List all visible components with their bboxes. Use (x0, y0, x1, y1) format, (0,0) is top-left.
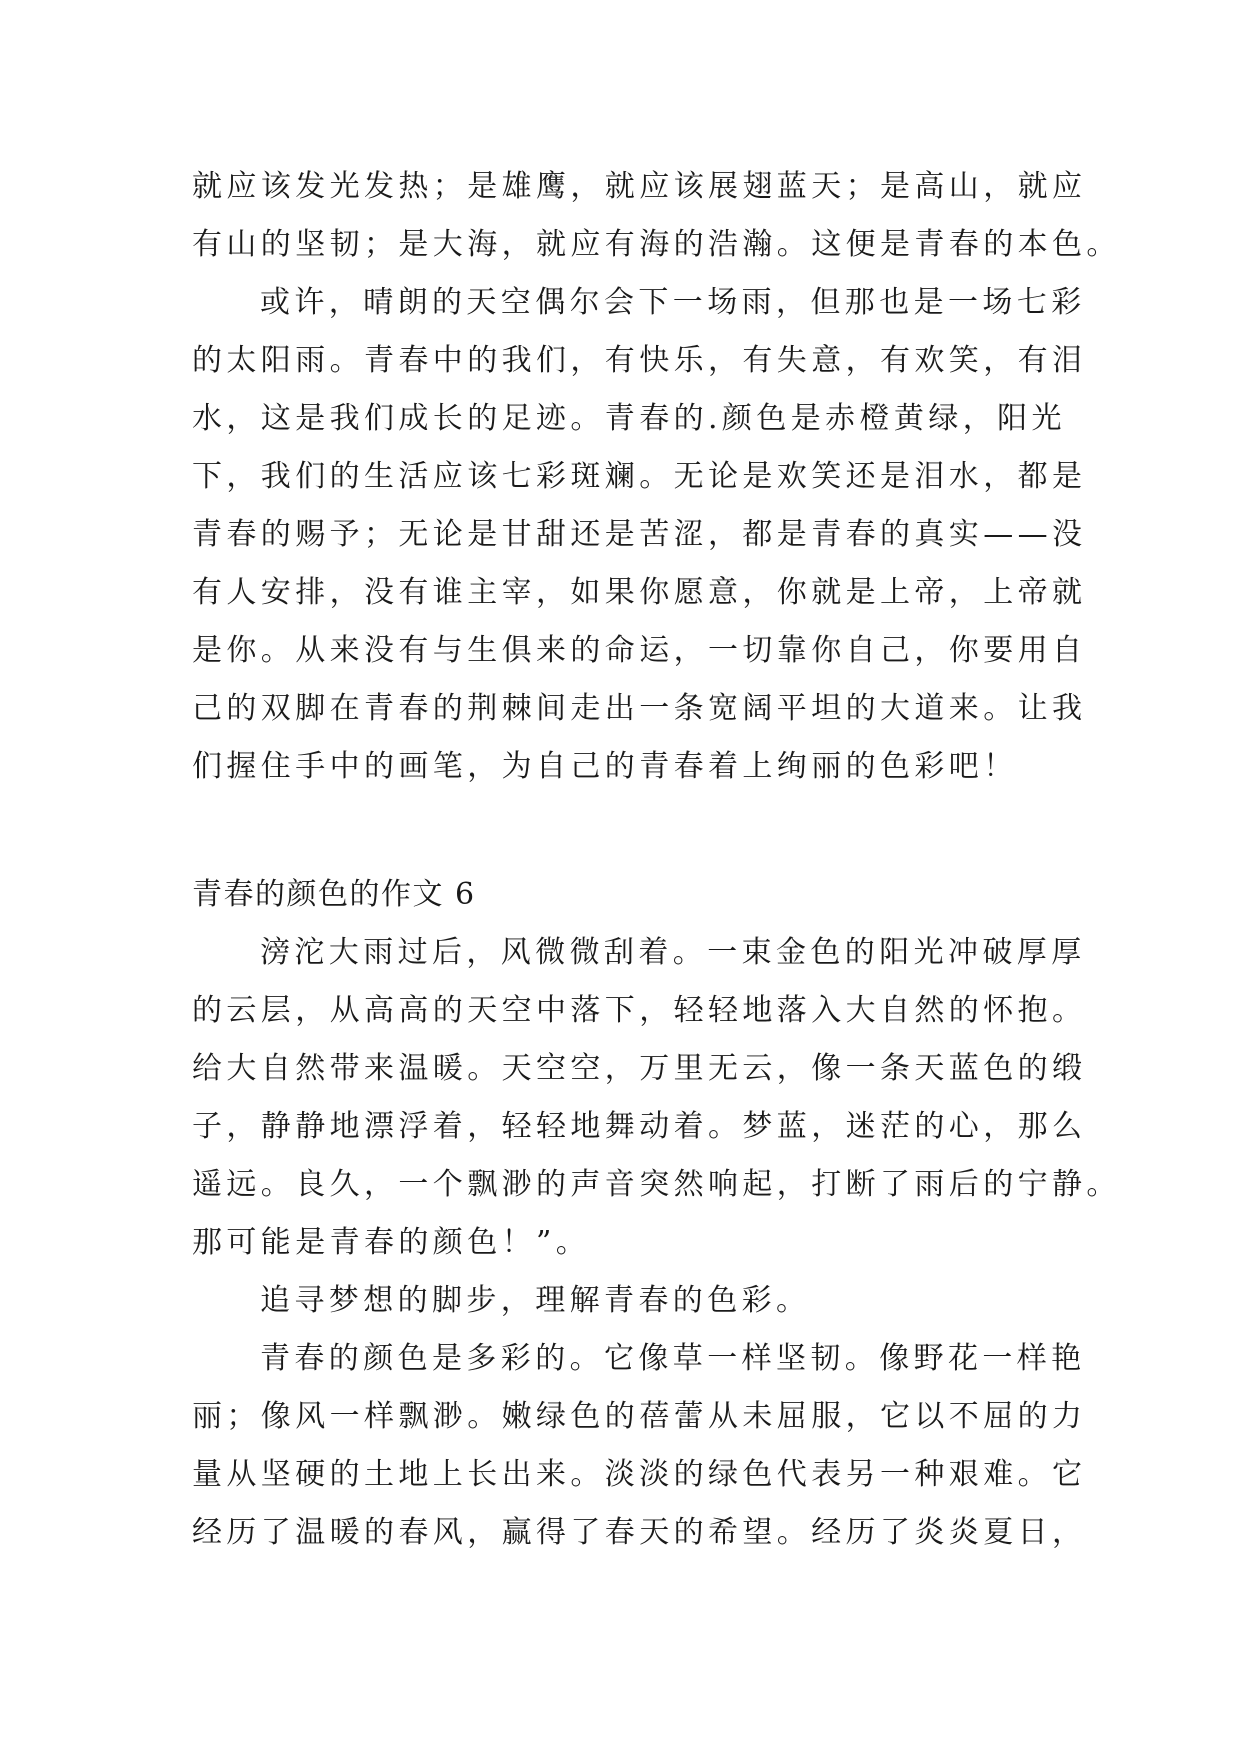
paragraph-3 (192, 924, 1121, 1272)
text-line: 子，静静地漂浮着，轻轻地舞动着。梦蓝，迷茫的心，那么 (192, 1109, 1087, 1144)
text-line: 滂沱大雨过后，风微微刮着。一束金色的阳光冲破厚厚 (260, 935, 1086, 970)
section-spacer (192, 796, 1072, 866)
text-line: 水，这是我们成长的足迹。青春的.颜色是赤橙黄绿，阳光 (192, 401, 1066, 436)
text-line: 经历了温暖的春风，赢得了春天的希望。经历了炎炎夏日， (192, 1515, 1087, 1550)
text-line: 下，我们的生活应该七彩斑斓。无论是欢笑还是泪水，都是 (192, 459, 1087, 494)
text-line: 们握住手中的画笔，为自己的青春着上绚丽的色彩吧！ (192, 749, 1018, 784)
text-line: 给大自然带来温暖。天空空，万里无云，像一条天蓝色的缎 (192, 1051, 1087, 1086)
document-body (192, 158, 1121, 1562)
text-line: 的云层，从高高的天空中落下，轻轻地落入大自然的怀抱。 (192, 993, 1087, 1028)
text-line: 青春的颜色是多彩的。它像草一样坚韧。像野花一样艳 (260, 1341, 1086, 1376)
paragraph-2 (192, 274, 1087, 796)
paragraph-4 (192, 1272, 1072, 1330)
text-line: 丽；像风一样飘渺。嫩绿色的蓓蕾从未屈服，它以不屈的力 (192, 1399, 1087, 1434)
section-title: 青春的颜色的作文 6 (192, 877, 476, 912)
text-line: 的太阳雨。青春中的我们，有快乐，有失意，有欢笑，有泪 (192, 343, 1087, 378)
text-line: 己的双脚在青春的荆棘间走出一条宽阔平坦的大道来。让我 (192, 691, 1087, 726)
text-line: 青春的赐予；无论是甘甜还是苦涩，都是青春的真实——没 (192, 517, 1087, 552)
text-line: 量从坚硬的土地上长出来。淡淡的绿色代表另一种艰难。它 (192, 1457, 1087, 1492)
text-line: 有人安排，没有谁主宰，如果你愿意，你就是上帝，上帝就 (192, 575, 1087, 610)
paragraph-1 (192, 158, 1121, 274)
text-line: 有山的坚韧；是大海，就应有海的浩瀚。这便是青春的本色。 (192, 227, 1121, 262)
text-line: 追寻梦想的脚步，理解青春的色彩。 (260, 1283, 811, 1318)
text-line: 是你。从来没有与生俱来的命运，一切靠你自己，你要用自 (192, 633, 1087, 668)
text-line: 或许，晴朗的天空偶尔会下一场雨，但那也是一场七彩 (260, 285, 1086, 320)
paragraph-5 (192, 1330, 1087, 1562)
text-line: 那可能是青春的颜色！”。 (192, 1225, 591, 1260)
text-line: 遥远。良久，一个飘渺的声音突然响起，打断了雨后的宁静。 (192, 1167, 1121, 1202)
text-line: 就应该发光发热；是雄鹰，就应该展翅蓝天；是高山，就应 (192, 169, 1087, 204)
